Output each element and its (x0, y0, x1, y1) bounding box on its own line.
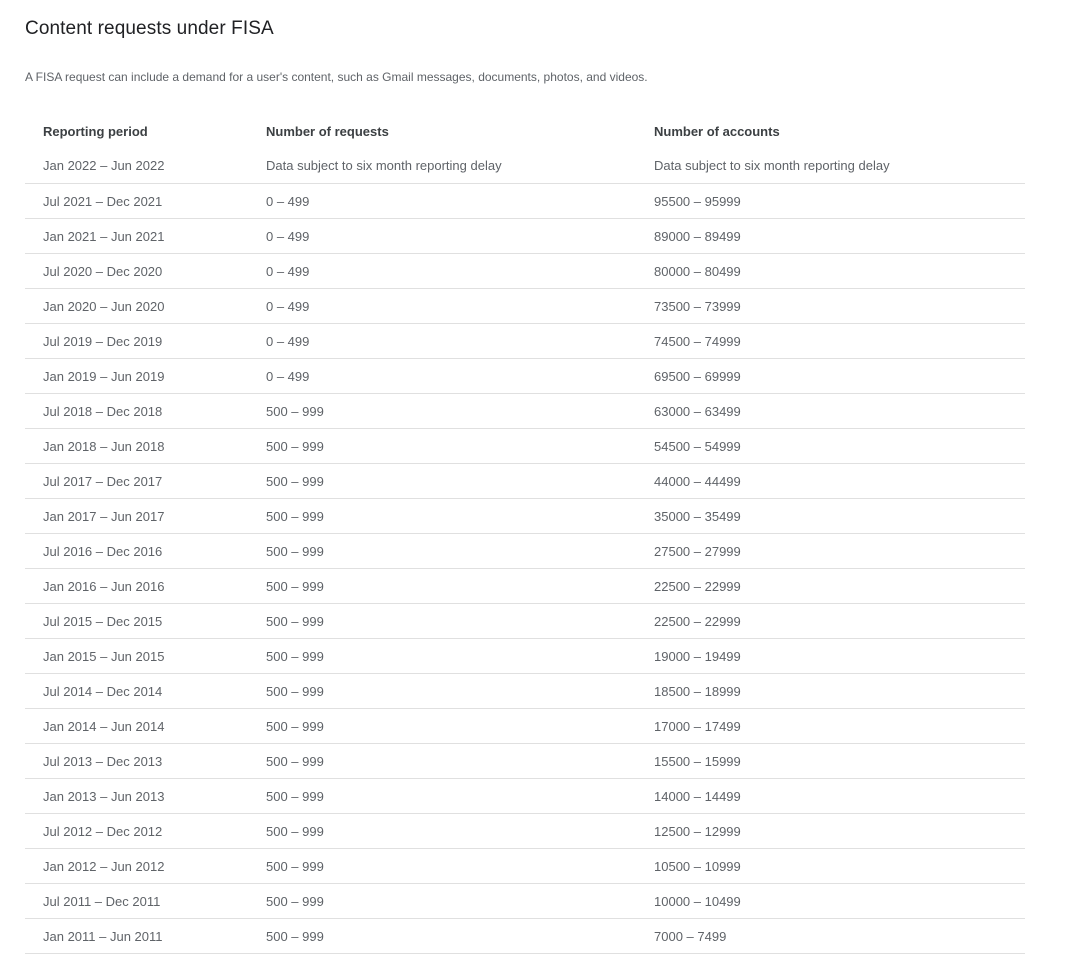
cell-reporting-period: Jan 2019 – Jun 2019 (25, 359, 266, 394)
cell-number-of-requests: 500 – 999 (266, 814, 654, 849)
table-row (25, 919, 1025, 954)
cell-number-of-requests: 0 – 499 (266, 219, 654, 254)
table-row (25, 779, 1025, 814)
cell-number-of-accounts: 44000 – 44499 (654, 464, 1025, 499)
cell-number-of-accounts: 54500 – 54999 (654, 429, 1025, 464)
cell-number-of-requests: 0 – 499 (266, 184, 654, 219)
cell-number-of-accounts: 74500 – 74999 (654, 324, 1025, 359)
cell-number-of-requests: 500 – 999 (266, 709, 654, 744)
cell-number-of-accounts: 22500 – 22999 (654, 569, 1025, 604)
cell-reporting-period: Jan 2021 – Jun 2021 (25, 219, 266, 254)
cell-number-of-requests: 500 – 999 (266, 639, 654, 674)
cell-number-of-accounts: 14000 – 14499 (654, 779, 1025, 814)
table-row (25, 884, 1025, 919)
cell-number-of-requests: 500 – 999 (266, 674, 654, 709)
cell-reporting-period: Jan 2016 – Jun 2016 (25, 569, 266, 604)
table-row (25, 219, 1025, 254)
column-header-number-of-requests: Number of requests (266, 123, 389, 139)
cell-reporting-period: Jan 2018 – Jun 2018 (25, 429, 266, 464)
table-row (25, 464, 1025, 499)
table-row (25, 814, 1025, 849)
table-row (25, 254, 1025, 289)
cell-reporting-period: Jan 2012 – Jun 2012 (25, 849, 266, 884)
table-header (25, 114, 1025, 148)
table-row (25, 604, 1025, 639)
cell-number-of-accounts: 69500 – 69999 (654, 359, 1025, 394)
cell-number-of-accounts: 73500 – 73999 (654, 289, 1025, 324)
table-row (25, 359, 1025, 394)
column-header-number-of-accounts: Number of accounts (654, 123, 780, 139)
cell-number-of-accounts: 17000 – 17499 (654, 709, 1025, 744)
cell-number-of-accounts: 7000 – 7499 (654, 919, 1025, 954)
cell-reporting-period: Jan 2011 – Jun 2011 (25, 919, 266, 954)
cell-number-of-requests: 500 – 999 (266, 569, 654, 604)
cell-number-of-accounts: 12500 – 12999 (654, 814, 1025, 849)
page-title: Content requests under FISA (25, 18, 274, 39)
table-body (25, 148, 1025, 954)
table-row (25, 569, 1025, 604)
cell-number-of-accounts: 80000 – 80499 (654, 254, 1025, 289)
cell-number-of-requests: 0 – 499 (266, 254, 654, 289)
cell-number-of-requests: 0 – 499 (266, 289, 654, 324)
cell-number-of-requests: 500 – 999 (266, 919, 654, 954)
table-row (25, 534, 1025, 569)
cell-number-of-requests: 500 – 999 (266, 429, 654, 464)
table-row (25, 148, 1025, 184)
table-row (25, 499, 1025, 534)
cell-number-of-requests: 500 – 999 (266, 884, 654, 919)
cell-number-of-accounts: 22500 – 22999 (654, 604, 1025, 639)
table-row (25, 394, 1025, 429)
cell-reporting-period: Jul 2016 – Dec 2016 (25, 534, 266, 569)
cell-number-of-accounts: 10500 – 10999 (654, 849, 1025, 884)
table-header-row (25, 114, 1025, 148)
table-row (25, 429, 1025, 464)
table-row (25, 744, 1025, 779)
cell-number-of-requests: 500 – 999 (266, 394, 654, 429)
cell-number-of-requests: 0 – 499 (266, 359, 654, 394)
cell-reporting-period: Jan 2013 – Jun 2013 (25, 779, 266, 814)
cell-reporting-period: Jan 2014 – Jun 2014 (25, 709, 266, 744)
cell-number-of-accounts: 27500 – 27999 (654, 534, 1025, 569)
cell-number-of-accounts: 15500 – 15999 (654, 744, 1025, 779)
cell-number-of-requests: 500 – 999 (266, 499, 654, 534)
column-header-reporting-period: Reporting period (43, 123, 148, 139)
cell-number-of-requests: 500 – 999 (266, 779, 654, 814)
table-row (25, 289, 1025, 324)
cell-reporting-period: Jul 2013 – Dec 2013 (25, 744, 266, 779)
cell-number-of-accounts: 63000 – 63499 (654, 394, 1025, 429)
cell-reporting-period: Jan 2015 – Jun 2015 (25, 639, 266, 674)
cell-reporting-period: Jan 2017 – Jun 2017 (25, 499, 266, 534)
cell-number-of-accounts: 10000 – 10499 (654, 884, 1025, 919)
cell-number-of-accounts: 18500 – 18999 (654, 674, 1025, 709)
fisa-requests-table (25, 114, 1025, 954)
table-row (25, 639, 1025, 674)
cell-reporting-period: Jan 2020 – Jun 2020 (25, 289, 266, 324)
cell-reporting-period: Jul 2015 – Dec 2015 (25, 604, 266, 639)
cell-number-of-requests: Data subject to six month reporting delay (266, 148, 654, 184)
cell-reporting-period: Jul 2011 – Dec 2011 (25, 884, 266, 919)
cell-reporting-period: Jul 2014 – Dec 2014 (25, 674, 266, 709)
cell-reporting-period: Jul 2012 – Dec 2012 (25, 814, 266, 849)
cell-reporting-period: Jul 2021 – Dec 2021 (25, 184, 266, 219)
table-row (25, 324, 1025, 359)
table-row (25, 184, 1025, 219)
cell-number-of-accounts: 89000 – 89499 (654, 219, 1025, 254)
cell-reporting-period: Jul 2017 – Dec 2017 (25, 464, 266, 499)
cell-reporting-period: Jan 2022 – Jun 2022 (25, 148, 266, 184)
cell-number-of-requests: 500 – 999 (266, 464, 654, 499)
table-row (25, 709, 1025, 744)
cell-number-of-requests: 0 – 499 (266, 324, 654, 359)
cell-number-of-requests: 500 – 999 (266, 849, 654, 884)
page-description: A FISA request can include a demand for a user's content, such as Gmail messages, documents, photos, and videos. (25, 70, 648, 84)
cell-number-of-accounts: 19000 – 19499 (654, 639, 1025, 674)
cell-reporting-period: Jul 2018 – Dec 2018 (25, 394, 266, 429)
cell-number-of-requests: 500 – 999 (266, 604, 654, 639)
cell-number-of-requests: 500 – 999 (266, 744, 654, 779)
cell-number-of-accounts: 95500 – 95999 (654, 184, 1025, 219)
cell-number-of-accounts: Data subject to six month reporting delay (654, 148, 1025, 184)
cell-number-of-requests: 500 – 999 (266, 534, 654, 569)
table-row (25, 674, 1025, 709)
cell-reporting-period: Jul 2020 – Dec 2020 (25, 254, 266, 289)
table-row (25, 849, 1025, 884)
cell-reporting-period: Jul 2019 – Dec 2019 (25, 324, 266, 359)
cell-number-of-accounts: 35000 – 35499 (654, 499, 1025, 534)
